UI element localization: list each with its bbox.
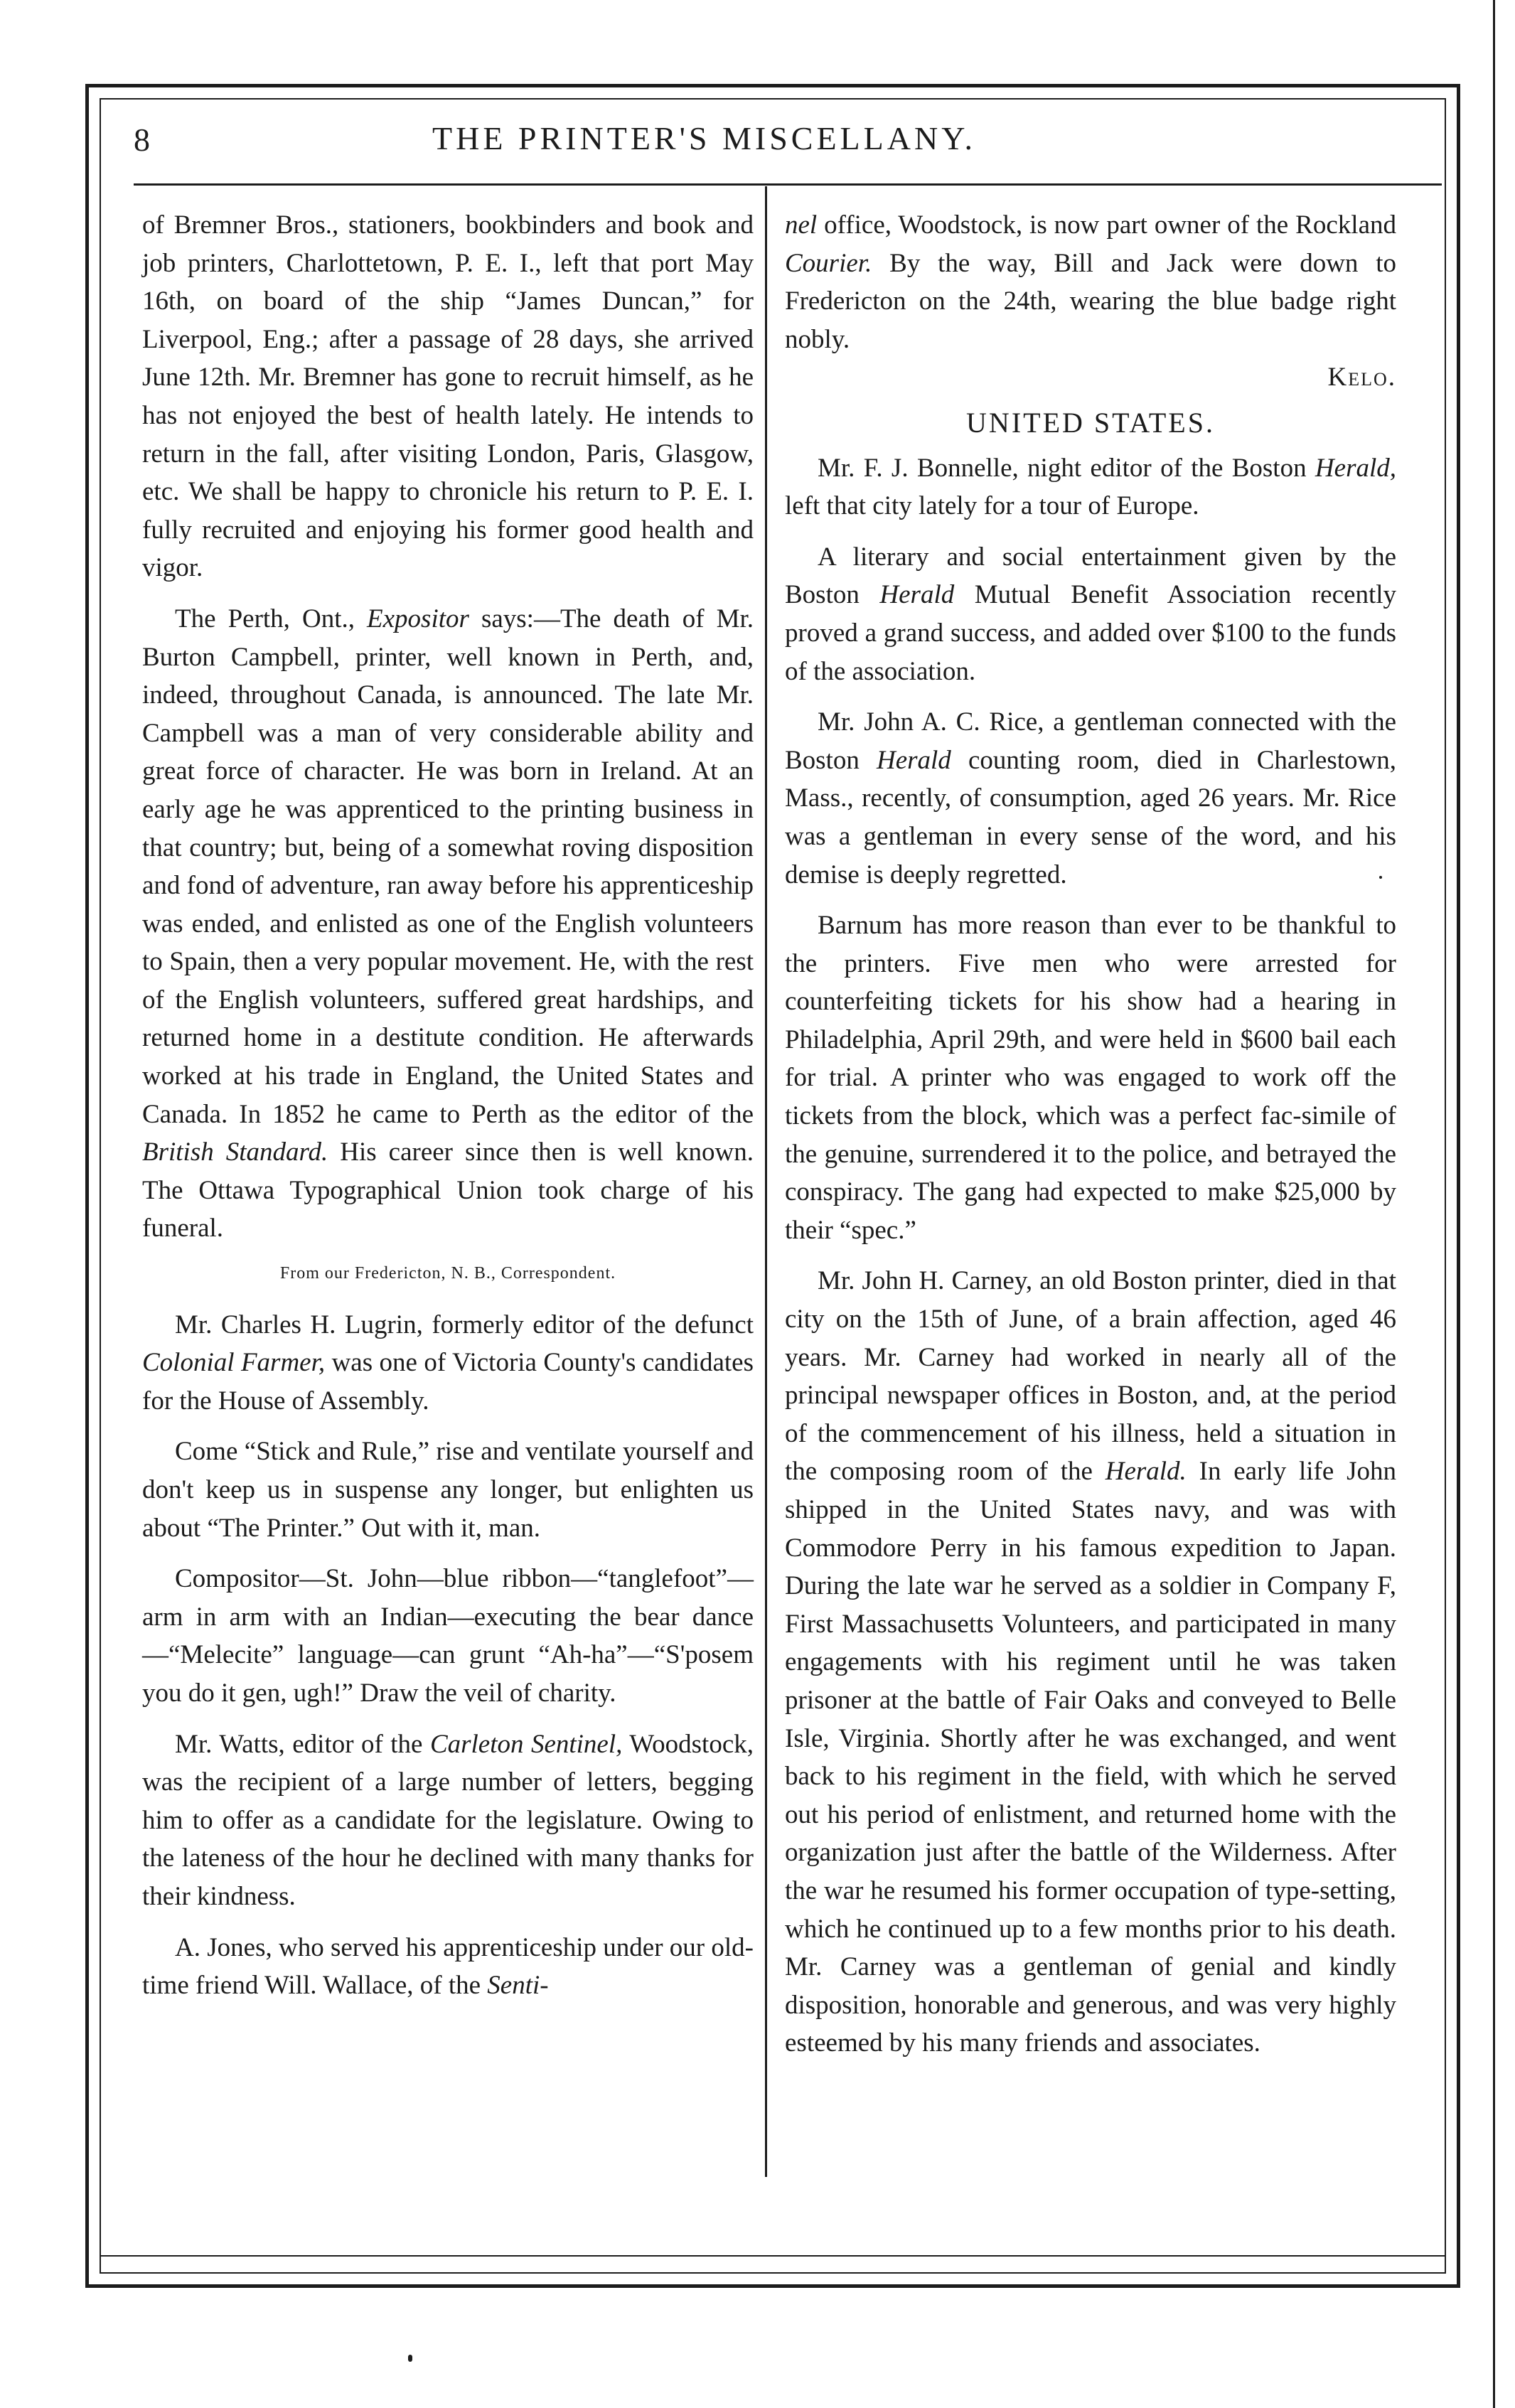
page-header bbox=[134, 119, 1442, 176]
paragraph-lugrin: Mr. Charles H. Lugrin, formerly editor of the defunct Colonial Farmer, was one of Victoria County's candidates for the House of Assembly. bbox=[142, 1310, 754, 1416]
paragraph-watts: Mr. Watts, editor of the Carleton Sentinel, Woodstock, was the recipient of a large number of letters, begging him to offer as a candidate for the legislature. Owing to the lateness of the hour he declined with many thanks for their kindness. bbox=[142, 1729, 754, 1911]
publication-title: Colonial Farmer, bbox=[142, 1348, 326, 1378]
left-column bbox=[142, 206, 754, 2018]
paragraph-bonnelle: Mr. F. J. Bonnelle, night editor of the Boston Herald, left that city lately for a tour of Europe. bbox=[785, 453, 1396, 521]
paragraph-stick-and-rule: Come “Stick and Rule,” rise and ventilate yourself and don't keep us in suspense any longer, but enlighten us about “The Printer.” Out with it, man. bbox=[142, 1437, 754, 1543]
correspondent-signature: Kelo. bbox=[1327, 363, 1396, 392]
publication-title: Herald bbox=[876, 745, 951, 775]
correspondent-dateline: From our Fredericton, N. B., Correspondent. bbox=[279, 1264, 616, 1283]
section-heading: UNITED STATES. bbox=[966, 406, 1215, 439]
publication-title: Expositor bbox=[367, 604, 469, 633]
publication-title: Courier. bbox=[785, 248, 872, 278]
publication-title: Herald, bbox=[1315, 453, 1396, 483]
paragraph-bremner: of Bremner Bros., stationers, bookbinders and book and job printers, Charlottetown, P. E. I., left that port May 16th, on board of the ship “James Duncan,” for Liverpool, Eng.; after a passage of 28 days, she arrived June 12th. Mr. Bremner has gone to recruit himself, as he has not enjoyed the best of health lately. He intends to return in the fall, after visiting London, Paris, Glasgow, etc. We shall be happy to chronicle his return to P. E. I. fully recruited and enjoying his former good health and vigor. bbox=[142, 210, 754, 583]
paragraph-jones-continued: nel office, Woodstock, is now part owner of the Rockland Courier. By the way, Bill and Jack were down to Fredericton on the 24th, wearing the blue badge right nobly. bbox=[785, 210, 1396, 354]
publication-title: Herald. bbox=[1105, 1457, 1187, 1487]
paragraph-compositor: Compositor—St. John—blue ribbon—“tanglefoot”—arm in arm with an Indian—executing the bear dance—“Melecite” language—can grunt “Ah-ha”—“S'posem you do it gen, ugh!” Draw the veil of charity. bbox=[142, 1564, 754, 1708]
publication-title: nel bbox=[785, 210, 818, 240]
publication-title: Carleton Sentinel, bbox=[429, 1729, 623, 1759]
paragraph-rice: Mr. John A. C. Rice, a gentleman connected with the Boston Herald counting room, died in Charlestown, Mass., recently, of consumption, aged 26 years. Mr. Rice was a gentleman in every sense of the word, and his demise is deeply regretted. bbox=[785, 707, 1397, 889]
ink-speck bbox=[408, 2355, 412, 2362]
bottom-rule bbox=[100, 2255, 1446, 2257]
column-divider bbox=[765, 186, 767, 2177]
running-title: THE PRINTER'S MISCELLANY. bbox=[432, 120, 976, 156]
paragraph-carney: Mr. John H. Carney, an old Boston printer, died in that city on the 15th of June, of a brain affection, aged 46 years. Mr. Carney had worked in nearly all of the principal newspaper offices in Boston, and, at the period of the commencement of his illness, held a situation in the composing room of the Herald. In early life John shipped in the United States navy, and was with Commodore Perry in his famous expedition to Japan. During the late war he served as a soldier in Company F, First Massachusetts Volunteers, and participated in many engagements with his regiment until he was taken prisoner at the battle of Fair Oaks and conveyed to Belle Isle, Virginia. Shortly after he was exchanged, and went back to his regiment in the field, with which he served out his period of enlistment, and returned home with the organization just after the battle of the Wilderness. After the war he resumed his former occupation of type-setting, which he continued up to a few months prior to his death. Mr. Carney was a gentleman of genial and kindly disposition, honorable and generous, and was very highly esteemed by his many friends and associates. bbox=[785, 1266, 1397, 2058]
paragraph-campbell: The Perth, Ont., Expositor says:—The death of Mr. Burton Campbell, printer, well known in Perth, and, indeed, throughout Canada, is announced. The late Mr. Campbell was a man of very considerable ability and great force of character. He was born in Ireland. At an early age he was apprenticed to the printing business in that country; but, being of a somewhat roving disposition and fond of adventure, ran away before his apprenticeship was ended, and enlisted as one of the English volunteers to Spain, then a very popular movement. He, with the rest of the English volunteers, suffered great hardships, and returned home in a destitute condition. He afterwards worked at his trade in England, the United States and Canada. In 1852 he came to Perth as the editor of the British Standard. His career since then is well known. The Ottawa Typographical Union took charge of his funeral. bbox=[142, 604, 754, 1243]
publication-title: Herald bbox=[879, 580, 955, 610]
scan-edge-line bbox=[1493, 0, 1495, 2408]
publication-title: Senti- bbox=[487, 1971, 549, 2001]
header-rule bbox=[134, 183, 1442, 186]
right-column bbox=[785, 206, 1396, 2075]
paragraph-barnum: Barnum has more reason than ever to be thankful to the printers. Five men who were arrested for counterfeiting tickets for his show had a hearing in Philadelphia, April 29th, and were held in $600 bail each for trial. A printer who was engaged to work off the tickets from the block, which was a perfect fac-simile of the genuine, surrendered it to the police, and betrayed the conspiracy. The gang had expected to make $25,000 by their “spec.” bbox=[785, 911, 1396, 1245]
page-number: 8 bbox=[134, 122, 150, 158]
publication-title: British Standard. bbox=[142, 1138, 328, 1167]
ink-speck bbox=[1379, 876, 1382, 879]
paragraph-jones: A. Jones, who served his apprenticeship under our old-time friend Will. Wallace, of the Senti- bbox=[142, 1932, 754, 2001]
paragraph-herald-association: A literary and social entertainment given by the Boston Herald Mutual Benefit Association recently proved a grand success, and added over $100 to the funds of the association. bbox=[785, 542, 1397, 686]
